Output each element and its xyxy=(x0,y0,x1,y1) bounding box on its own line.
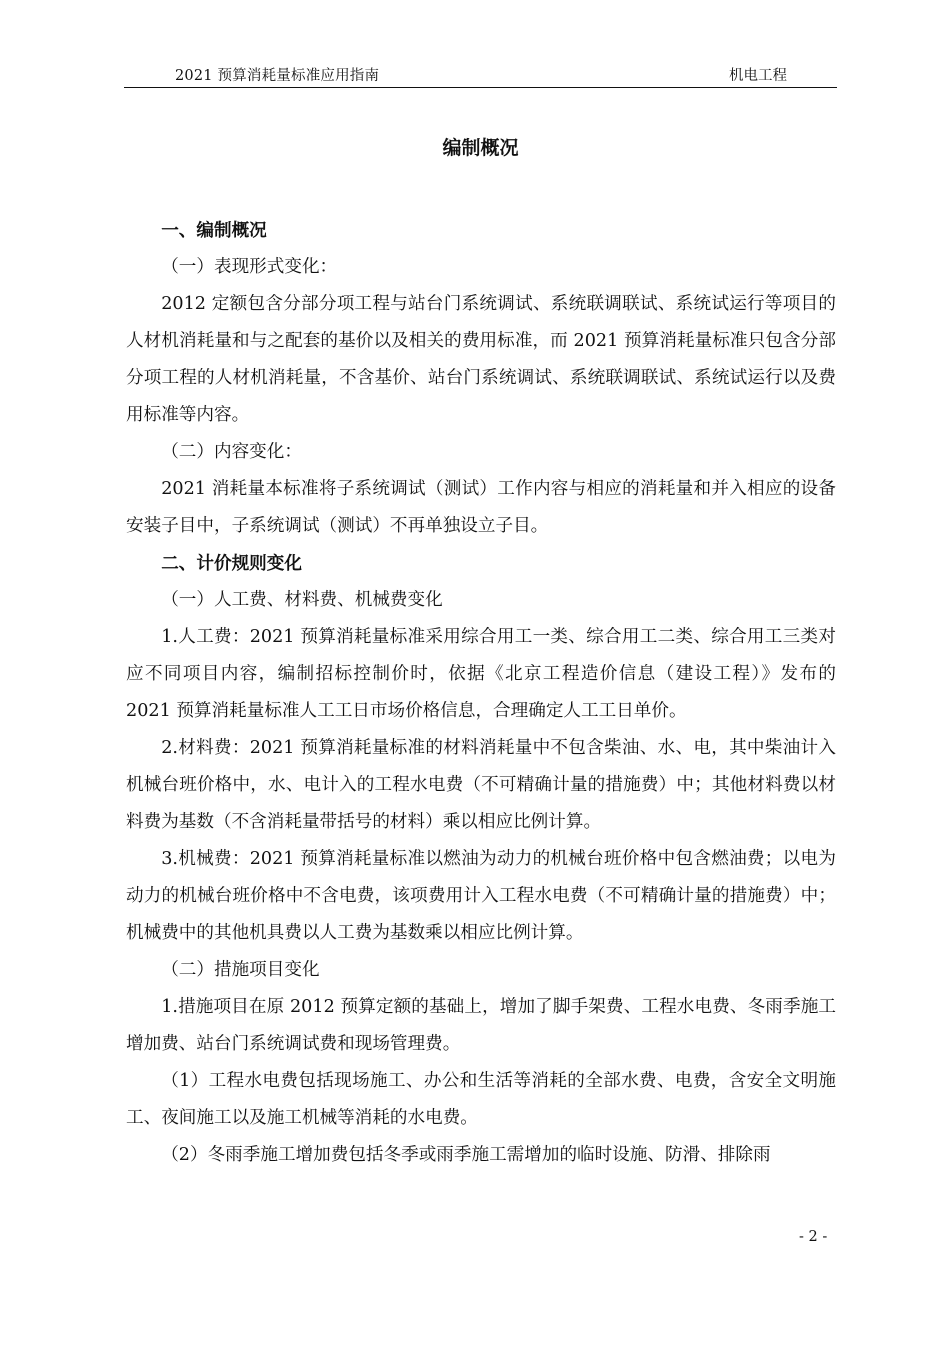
document-body xyxy=(126,212,836,1174)
subsection-heading: （一）人工费、材料费、机械费变化 xyxy=(161,590,443,610)
subsection-heading: （二）内容变化： xyxy=(161,442,302,462)
header-divider xyxy=(124,87,837,88)
running-header-title: 2021 预算消耗量标准应用指南 xyxy=(175,68,380,84)
page-number: - 2 - xyxy=(799,1229,828,1245)
body-paragraph: 2021 消耗量本标准将子系统调试（测试）工作内容与相应的消耗量和并入相应的设备安装子目中，子系统调试（测试）不再单独设立子目。 xyxy=(126,479,836,536)
body-paragraph: 2.材料费：2021 预算消耗量标准的材料消耗量中不包含柴油、水、电，其中柴油计入机械台班价格中，水、电计入的工程水电费（不可精确计量的措施费）中；其他材料费以材料费为基数（不含消耗量带括号的材料）乘以相应比例计算。 xyxy=(126,738,836,832)
body-paragraph: 2012 定额包含分部分项工程与站台门系统调试、系统联调联试、系统试运行等项目的人材机消耗量和与之配套的基价以及相关的费用标准，而 2021 预算消耗量标准只包含分部分项工程的人材机消耗量，不含基价、站台门系统调试、系统联调联试、系统试运行以及费用标准等内容。 xyxy=(126,294,836,425)
body-paragraph: 1.人工费：2021 预算消耗量标准采用综合用工一类、综合用工二类、综合用工三类对应不同项目内容，编制招标控制价时，依据《北京工程造价信息（建设工程）》发布的 2021 预算消耗量标准人工工日市场价格信息，合理确定人工工日单价。 xyxy=(126,627,836,721)
running-header-section: 机电工程 xyxy=(729,68,787,84)
subsection-heading: （二）措施项目变化 xyxy=(161,960,320,980)
page-title: 编制概况 xyxy=(442,137,519,159)
body-paragraph: （1）工程水电费包括现场施工、办公和生活等消耗的全部水费、电费，含安全文明施工、夜间施工以及施工机械等消耗的水电费。 xyxy=(126,1071,836,1128)
section-heading-1: 一、编制概况 xyxy=(161,220,267,241)
body-paragraph: 1.措施项目在原 2012 预算定额的基础上，增加了脚手架费、工程水电费、冬雨季施工增加费、站台门系统调试费和现场管理费。 xyxy=(126,997,836,1054)
body-paragraph: （2）冬雨季施工增加费包括冬季或雨季施工需增加的临时设施、防滑、排除雨 xyxy=(161,1145,771,1165)
body-paragraph: 3.机械费：2021 预算消耗量标准以燃油为动力的机械台班价格中包含燃油费；以电为动力的机械台班价格中不含电费，该项费用计入工程水电费（不可精确计量的措施费）中；机械费中的其他机具费以人工费为基数乘以相应比例计算。 xyxy=(126,849,836,943)
section-heading-2: 二、计价规则变化 xyxy=(161,553,302,574)
subsection-heading: （一）表现形式变化： xyxy=(161,257,338,277)
